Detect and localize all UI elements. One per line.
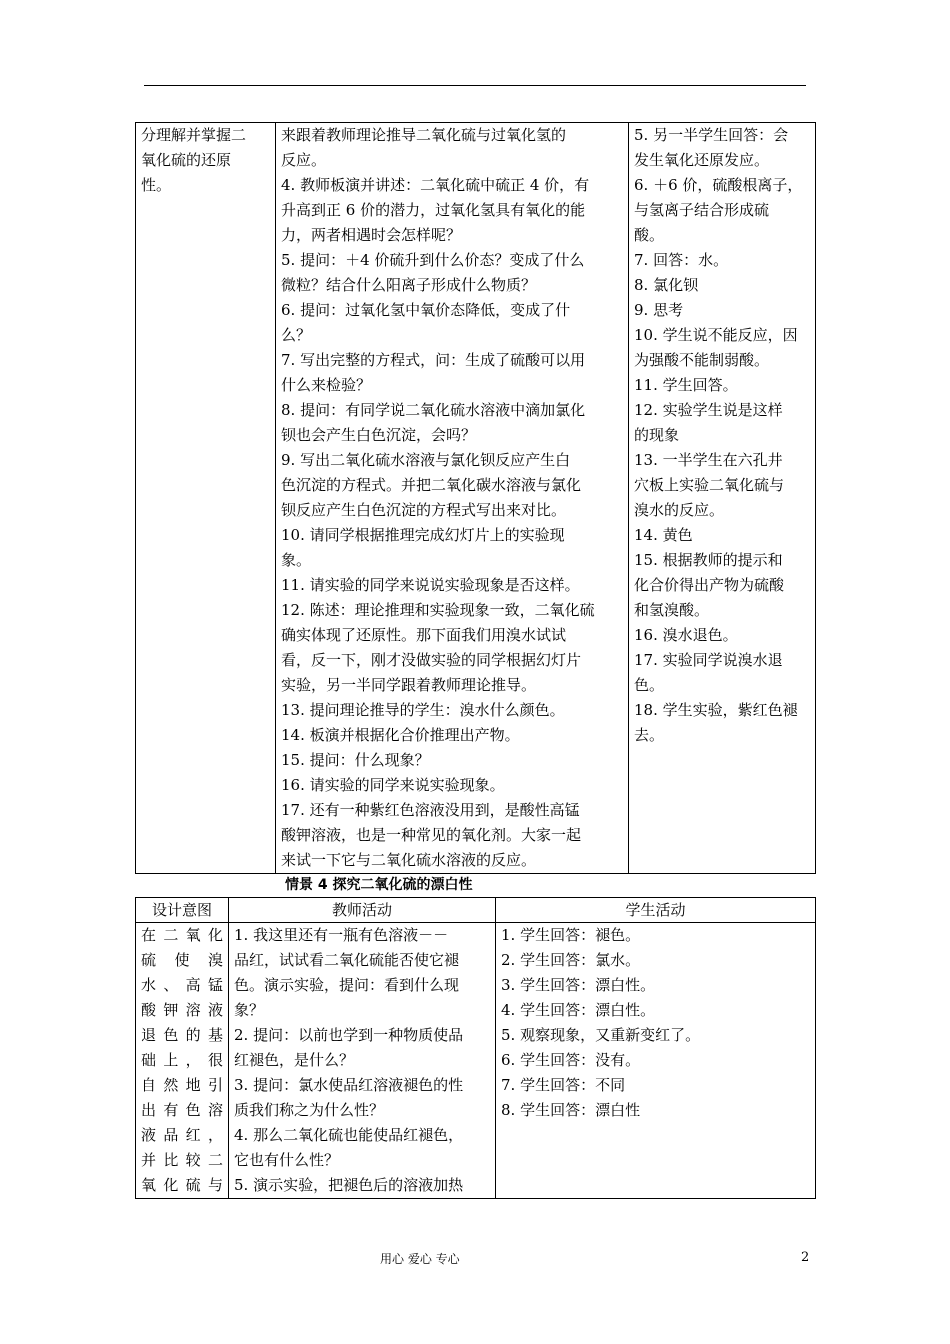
- text-line: 为强酸不能制弱酸。: [634, 351, 770, 369]
- text-line: 1. 学生回答：褪色。: [501, 926, 641, 944]
- table-row: [136, 923, 816, 1199]
- text-line: 9. 思考: [634, 301, 684, 319]
- text-line: 升高到正 6 价的潜力，过氧化氢具有氧化的能: [281, 201, 586, 219]
- header-rule: [144, 85, 806, 86]
- text-line: 10. 学生说不能反应，因: [634, 326, 798, 344]
- footer-text: 用心 爱心 专心: [380, 1252, 460, 1266]
- student-activity-cell: [496, 923, 816, 1199]
- teacher-activity-cell: [229, 923, 496, 1199]
- text-line: 红褪色，是什么？: [234, 1051, 355, 1069]
- design-intent-cell: [136, 923, 229, 1199]
- text-line: 色沉淀的方程式。并把二氧化碳水溶液与氯化: [281, 476, 582, 494]
- text-line: 象。: [281, 551, 312, 569]
- text-line: 11. 学生回答。: [634, 376, 738, 394]
- text-line: 18. 学生实验，紫红色褪: [634, 701, 798, 719]
- header-student-activity: 学生活动: [496, 898, 816, 923]
- text-line: 的现象: [634, 426, 680, 444]
- text-line: 7. 回答：水。: [634, 251, 729, 269]
- text-line: 15. 根据教师的提示和: [634, 551, 783, 569]
- section-title: 情景 4 探究二氧化硫的漂白性: [285, 877, 473, 893]
- text-line: 13. 一半学生在六孔井: [634, 451, 783, 469]
- text-line: 色。演示实验，提问：看到什么现: [234, 976, 460, 994]
- text-line: 微粒？结合什么阳离子形成什么物质？: [281, 276, 537, 294]
- text-line: 钡也会产生白色沉淀，会吗？: [281, 426, 477, 444]
- text-line: 3. 提问：氯水使品红溶液褪色的性: [234, 1076, 464, 1094]
- text-line: 12. 实验学生说是这样: [634, 401, 783, 419]
- text-line: 自然地引: [141, 1076, 223, 1094]
- text-line: 8. 氯化钡: [634, 276, 699, 294]
- design-intent-cell: [136, 123, 276, 874]
- text-line: 14. 黄色: [634, 526, 693, 544]
- text-line: 2. 学生回答：氯水。: [501, 951, 641, 969]
- text-line: 6. 学生回答：没有。: [501, 1051, 641, 1069]
- text-line: 色。: [634, 676, 665, 694]
- text-line: 么？: [281, 326, 312, 344]
- text-line: 穴板上实验二氧化硫与: [634, 476, 785, 494]
- text-line: 性。: [141, 176, 172, 194]
- text-line: 反应。: [281, 151, 327, 169]
- text-line: 15. 提问：什么现象？: [281, 751, 430, 769]
- text-line: 去。: [634, 726, 665, 744]
- text-line: 5. 观察现象，又重新变红了。: [501, 1026, 701, 1044]
- header-teacher-activity: 教师活动: [229, 898, 496, 923]
- text-line: 溴水的反应。: [634, 501, 725, 519]
- text-line: 和氢溴酸。: [634, 601, 710, 619]
- text-line: 17. 还有一种紫红色溶液没用到，是酸性高锰: [281, 801, 580, 819]
- design-intent-text: [141, 923, 223, 1198]
- text-line: 11. 请实验的同学来说说实验现象是否这样。: [281, 576, 580, 594]
- teacher-activity-text: [281, 123, 623, 873]
- text-line: 看，反一下，刚才没做实验的同学根据幻灯片: [281, 651, 582, 669]
- text-line: 17. 实验同学说溴水退: [634, 651, 783, 669]
- text-line: 13. 提问理论推导的学生：溴水什么颜色。: [281, 701, 565, 719]
- text-line: 在二氧化: [141, 926, 223, 944]
- text-line: 质我们称之为什么性？: [234, 1101, 385, 1119]
- student-activity-text: [501, 923, 810, 1123]
- text-line: 4. 学生回答：漂白性。: [501, 1001, 656, 1019]
- table-header-row: [136, 898, 816, 923]
- text-line: 4. 那么二氧化硫也能使品红褪色，: [234, 1126, 464, 1144]
- text-line: 础上，很: [141, 1051, 223, 1069]
- design-intent-text: [141, 123, 270, 198]
- text-line: 硫 使 溴: [141, 951, 223, 969]
- text-line: 发生氧化还原发应。: [634, 151, 770, 169]
- text-line: 5. 提问：＋4 价硫升到什么价态？变成了什么: [281, 251, 585, 269]
- text-line: 氧化硫的还原: [141, 151, 232, 169]
- text-line: 4. 教师板演并讲述：二氧化硫中硫正 4 价，有: [281, 176, 590, 194]
- text-line: 水、高锰: [141, 976, 223, 994]
- text-line: 6. 提问：过氧化氢中氧价态降低，变成了什: [281, 301, 571, 319]
- text-line: 出有色溶: [141, 1101, 223, 1119]
- text-line: 品红，试试看二氧化硫能否使它褪: [234, 951, 460, 969]
- text-line: 它也有什么性？: [234, 1151, 340, 1169]
- text-line: 氧化硫与: [141, 1176, 223, 1194]
- text-line: 象？: [234, 1001, 265, 1019]
- text-line: 16. 溴水退色。: [634, 626, 738, 644]
- table-row: [136, 123, 816, 874]
- text-line: 来试一下它与二氧化硫水溶液的反应。: [281, 851, 537, 869]
- teacher-activity-text: [234, 923, 490, 1198]
- text-line: 并比较二: [141, 1151, 223, 1169]
- text-line: 12. 陈述：理论推理和实验现象一致，二氧化硫: [281, 601, 595, 619]
- text-line: 2. 提问：以前也学到一种物质使品: [234, 1026, 464, 1044]
- header-design-intent: 设计意图: [136, 898, 229, 923]
- text-line: 8. 学生回答：漂白性: [501, 1101, 641, 1119]
- text-line: 实验，另一半同学跟着教师理论推导。: [281, 676, 537, 694]
- lesson-table-continued: [135, 122, 816, 874]
- text-line: 7. 写出完整的方程式，问：生成了硫酸可以用: [281, 351, 586, 369]
- text-line: 5. 演示实验，把褪色后的溶液加热: [234, 1176, 464, 1194]
- text-line: 钡反应产生白色沉淀的方程式写出来对比。: [281, 501, 567, 519]
- text-line: 5. 另一半学生回答：会: [634, 126, 789, 144]
- text-line: 什么来检验？: [281, 376, 372, 394]
- page-number: 2: [801, 1250, 810, 1265]
- text-line: 8. 提问：有同学说二氧化硫水溶液中滴加氯化: [281, 401, 586, 419]
- text-line: 7. 学生回答：不同: [501, 1076, 626, 1094]
- text-line: 化合价得出产物为硫酸: [634, 576, 785, 594]
- text-line: 9. 写出二氧化硫水溶液与氯化钡反应产生白: [281, 451, 571, 469]
- text-line: 来跟着教师理论推导二氧化硫与过氧化氢的: [281, 126, 567, 144]
- student-activity-cell: [629, 123, 816, 874]
- text-line: 确实体现了还原性。那下面我们用溴水试试: [281, 626, 567, 644]
- text-line: 3. 学生回答：漂白性。: [501, 976, 656, 994]
- text-line: 1. 我这里还有一瓶有色溶液－－: [234, 926, 449, 944]
- text-line: 16. 请实验的同学来说实验现象。: [281, 776, 505, 794]
- text-line: 酸钾溶液，也是一种常见的氧化剂。大家一起: [281, 826, 582, 844]
- text-line: 6. ＋6 价，硫酸根离子，: [634, 176, 803, 194]
- text-line: 与氢离子结合形成硫: [634, 201, 770, 219]
- text-line: 分理解并掌握二: [141, 126, 247, 144]
- student-activity-text: [634, 123, 810, 748]
- text-line: 液品红，: [141, 1126, 223, 1144]
- teacher-activity-cell: [276, 123, 629, 874]
- text-line: 酸钾溶液: [141, 1001, 223, 1019]
- text-line: 力，两者相遇时会怎样呢？: [281, 226, 462, 244]
- text-line: 酸。: [634, 226, 665, 244]
- text-line: 10. 请同学根据推理完成幻灯片上的实验现: [281, 526, 565, 544]
- text-line: 14. 板演并根据化合价推理出产物。: [281, 726, 520, 744]
- lesson-table-scene4: [135, 897, 816, 1199]
- text-line: 退色的基: [141, 1026, 223, 1044]
